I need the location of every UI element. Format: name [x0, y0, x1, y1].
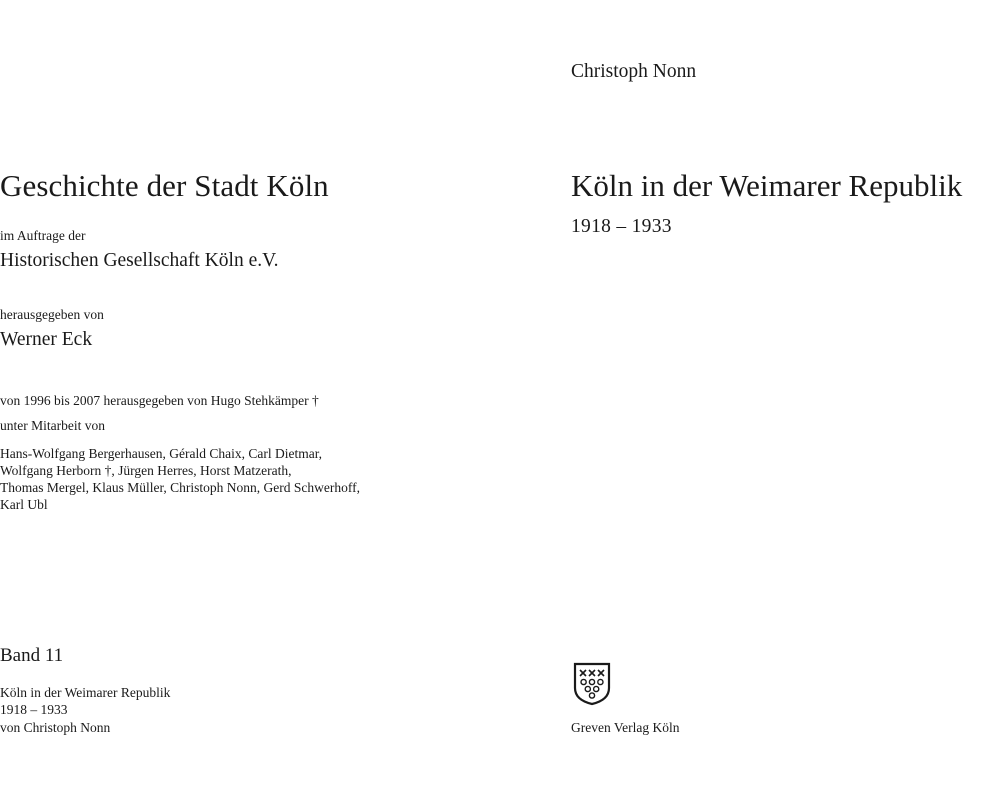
contributor-line: Hans-Wolfgang Bergerhausen, Gérald Chaix, Carl Dietmar, — [0, 446, 323, 461]
series-title: Geschichte der Stadt Köln — [0, 168, 329, 203]
volume-year-range: 1918 – 1933 — [571, 216, 672, 237]
volume-title-page — [500, 0, 1000, 800]
previous-editor-note: von 1996 bis 2007 herausgegeben von Hugo Stehkämper † — [0, 393, 319, 408]
volume-info-years: 1918 – 1933 — [0, 702, 68, 718]
collaboration-label: unter Mitarbeit von — [0, 418, 105, 433]
volume-info-author: von Christoph Nonn — [0, 719, 111, 735]
commission-label: im Auftrage der — [0, 228, 86, 243]
volume-number-label: Band 11 — [0, 645, 64, 666]
publisher-name: Greven Verlag Köln — [571, 720, 680, 735]
publisher-block — [571, 662, 821, 736]
publishing-society: Historischen Gesellschaft Köln e.V. — [0, 250, 279, 271]
editor-name: Werner Eck — [0, 329, 93, 350]
volume-title: Köln in der Weimarer Republik — [571, 168, 963, 203]
contributor-line: Karl Ubl — [0, 497, 48, 513]
greven-verlag-shield-logo — [573, 662, 821, 711]
contributor-line: Wolfgang Herborn †, Jürgen Herres, Horst Matzerath, — [0, 463, 292, 479]
volume-info-block — [0, 684, 170, 736]
edited-by-label: herausgegeben von — [0, 307, 104, 322]
author-name: Christoph Nonn — [571, 61, 697, 82]
volume-info-title: Köln in der Weimarer Republik — [0, 685, 171, 700]
contributor-line: Thomas Mergel, Klaus Müller, Christoph Nonn, Gerd Schwerhoff, — [0, 480, 361, 496]
contributor-list — [0, 445, 400, 514]
